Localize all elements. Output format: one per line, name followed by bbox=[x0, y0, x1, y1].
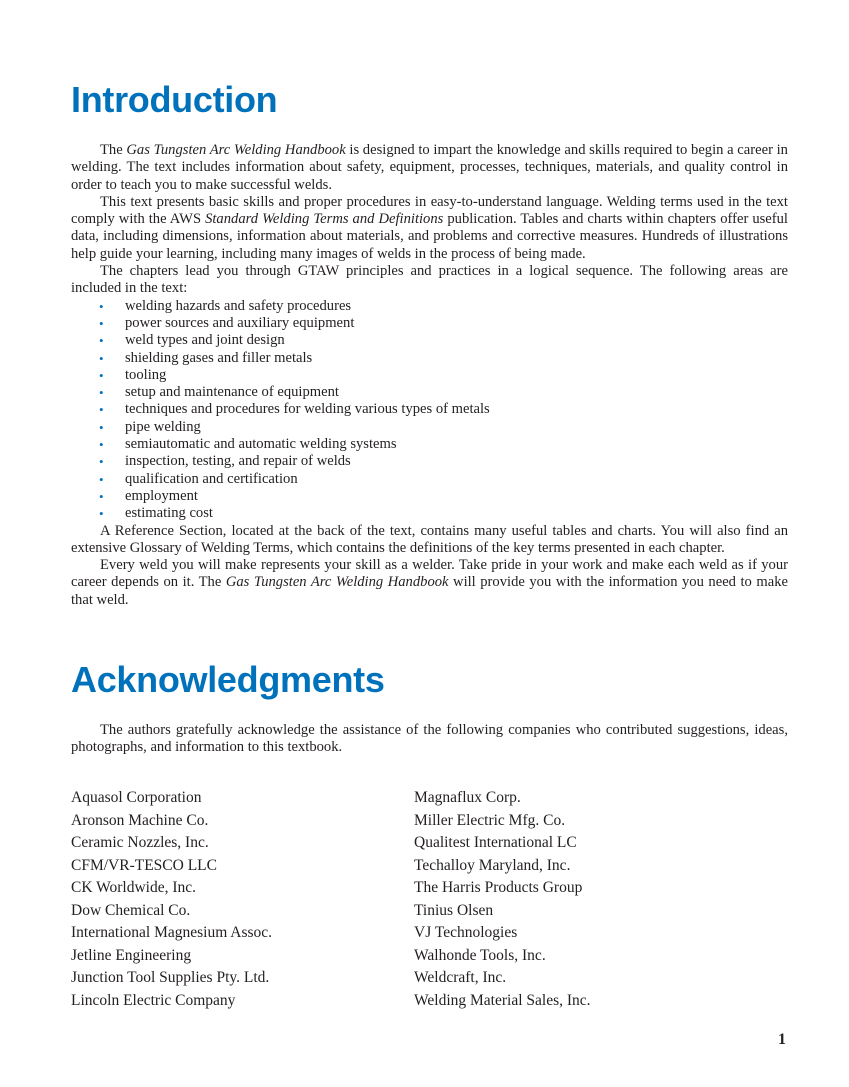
list-item-text: semiautomatic and automatic welding systems bbox=[125, 436, 397, 453]
company-name: Dow Chemical Co. bbox=[71, 901, 191, 919]
list-item bbox=[71, 505, 788, 522]
company-name: Lincoln Electric Company bbox=[71, 991, 236, 1009]
company-name: Jetline Engineering bbox=[71, 946, 192, 964]
company-name: Aronson Machine Co. bbox=[71, 811, 209, 829]
list-item-text: pipe welding bbox=[125, 418, 201, 435]
company-name: The Harris Products Group bbox=[414, 879, 583, 896]
company-name: Qualitest International LC bbox=[414, 834, 577, 851]
companies-column-right bbox=[414, 787, 757, 1012]
text-run: This text presents basic skills and proper procedures in easy-to-understand language. Welding terms used in the text comply with the AWS bbox=[71, 193, 788, 228]
list-item bbox=[71, 453, 788, 470]
company-name: CK Worldwide, Inc. bbox=[71, 879, 197, 896]
acknowledgments-intro: The authors gratefully acknowledge the assistance of the following companies who contributed suggestions, ideas, photographs, and information to this textbook. bbox=[71, 722, 788, 756]
company-name: Techalloy Maryland, Inc. bbox=[414, 856, 571, 874]
bullet-icon: • bbox=[99, 333, 104, 349]
company-name: Weldcraft, Inc. bbox=[414, 969, 507, 986]
list-item bbox=[71, 350, 788, 367]
list-item-text: welding hazards and safety procedures bbox=[125, 297, 352, 314]
company-name: CFM/VR-TESCO LLC bbox=[71, 856, 217, 874]
text-run: is designed to impart the knowledge and skills required to begin a career in welding. The text includes information about safety, equipment, processes, techniques, materials, and quality control in order to teach you to make successful welds. bbox=[71, 142, 788, 193]
list-item-text: techniques and procedures for welding various types of metals bbox=[125, 401, 490, 418]
acknowledgments-heading: Acknowledgments bbox=[71, 659, 385, 700]
bullet-icon: • bbox=[99, 454, 104, 470]
list-item-text: shielding gases and filler metals bbox=[125, 349, 313, 366]
list-item bbox=[71, 384, 788, 401]
company-name: Aquasol Corporation bbox=[71, 789, 202, 806]
intro-paragraph-2 bbox=[71, 194, 788, 263]
intro-paragraph-1 bbox=[71, 142, 788, 194]
intro-paragraph-5 bbox=[71, 557, 788, 609]
company-name: Magnaflux Corp. bbox=[414, 789, 521, 806]
company-name: VJ Technologies bbox=[414, 924, 518, 941]
text-run: will provide you with the information you need to make that weld. bbox=[71, 574, 788, 608]
list-item-text: employment bbox=[125, 487, 198, 504]
list-item-text: weld types and joint design bbox=[125, 332, 285, 349]
introduction-body bbox=[71, 142, 788, 609]
bullet-icon: • bbox=[99, 298, 104, 314]
companies-list bbox=[71, 787, 788, 1012]
text-run: The bbox=[100, 142, 127, 158]
bullet-icon: • bbox=[99, 419, 104, 435]
company-name: International Magnesium Assoc. bbox=[71, 924, 273, 941]
bullet-icon: • bbox=[99, 488, 104, 504]
companies-column-left bbox=[71, 787, 414, 1012]
list-item bbox=[71, 298, 788, 315]
bullet-icon: • bbox=[99, 506, 104, 522]
bullet-icon: • bbox=[99, 385, 104, 401]
bullet-icon: • bbox=[99, 350, 104, 366]
introduction-heading: Introduction bbox=[71, 79, 278, 120]
list-item-text: inspection, testing, and repair of welds bbox=[125, 453, 351, 470]
acknowledgments-body bbox=[71, 722, 788, 757]
book-title-italic: Gas Tungsten Arc Welding Handbook bbox=[126, 142, 346, 158]
list-item-text: power sources and auxiliary equipment bbox=[125, 314, 355, 331]
topics-list bbox=[71, 298, 788, 523]
bullet-icon: • bbox=[99, 402, 104, 418]
list-item-text: tooling bbox=[125, 366, 167, 383]
list-item bbox=[71, 488, 788, 505]
bullet-icon: • bbox=[99, 437, 104, 453]
bullet-icon: • bbox=[99, 471, 104, 487]
intro-paragraph-4: A Reference Section, located at the back of the text, contains many useful tables and charts. You will also find an extensive Glossary of Welding Terms, which contains the definitions of the key terms presented in each chapter. bbox=[71, 522, 788, 556]
intro-paragraph-3: The chapters lead you through GTAW principles and practices in a logical sequence. The following areas are included in the text: bbox=[71, 263, 788, 297]
company-name: Miller Electric Mfg. Co. bbox=[414, 811, 566, 829]
text-run: publication. Tables and charts within chapters offer useful data, including dimensions, information about materials, and problems and corrective measures. Hundreds of illustrations help guide your learning, including many images of welds in the process of being made. bbox=[71, 211, 788, 262]
company-name: Welding Material Sales, Inc. bbox=[414, 991, 591, 1009]
list-item bbox=[71, 401, 788, 418]
list-item bbox=[71, 367, 788, 384]
book-title-italic: Gas Tungsten Arc Welding Handbook bbox=[225, 574, 449, 591]
page-number: 1 bbox=[778, 1031, 786, 1048]
list-item bbox=[71, 419, 788, 436]
company-name: Walhonde Tools, Inc. bbox=[414, 946, 546, 964]
bullet-icon: • bbox=[99, 315, 104, 331]
text-run: Every weld you will make represents your skill as a welder. Take pride in your work and make each weld as if your career depends on it. The bbox=[71, 557, 788, 591]
list-item bbox=[71, 315, 788, 332]
list-item-text: qualification and certification bbox=[125, 470, 298, 487]
list-item-text: setup and maintenance of equipment bbox=[125, 384, 339, 401]
company-name: Junction Tool Supplies Pty. Ltd. bbox=[71, 969, 270, 986]
list-item bbox=[71, 471, 788, 488]
publication-title-italic: Standard Welding Terms and Definitions bbox=[205, 211, 444, 228]
bullet-icon: • bbox=[99, 367, 104, 383]
list-item-text: estimating cost bbox=[125, 505, 213, 522]
list-item bbox=[71, 332, 788, 349]
company-name: Ceramic Nozzles, Inc. bbox=[71, 834, 209, 851]
list-item bbox=[71, 436, 788, 453]
company-name: Tinius Olsen bbox=[414, 901, 494, 919]
